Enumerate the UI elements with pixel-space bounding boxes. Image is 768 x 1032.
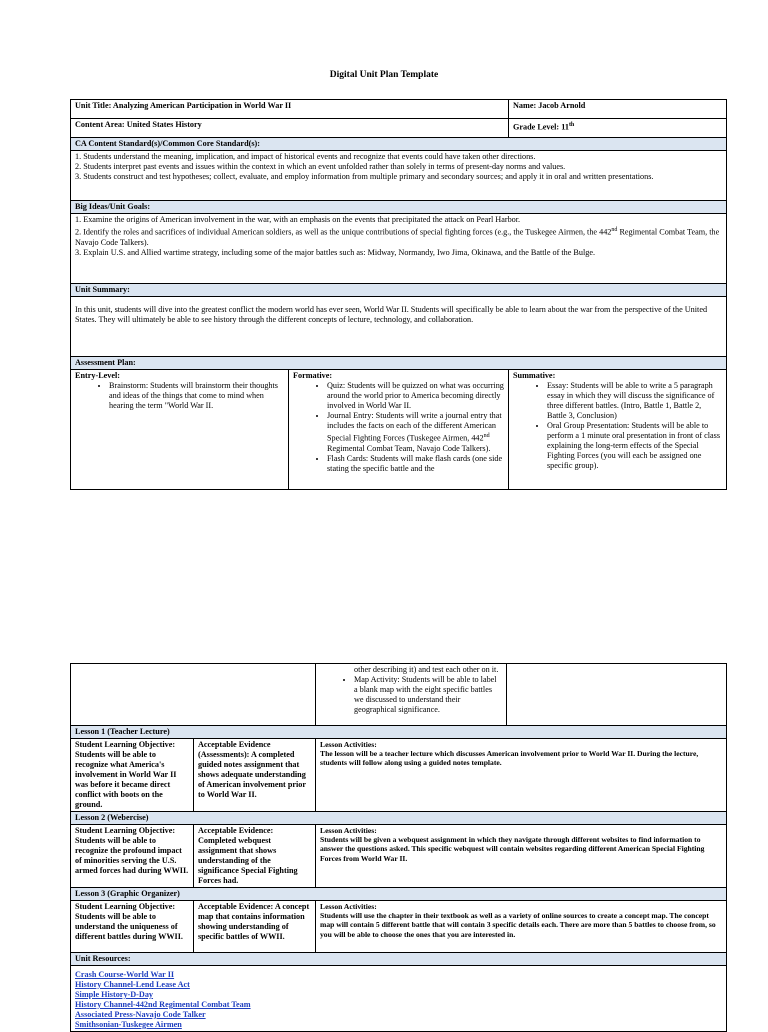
summative-essay: • Essay: Students will be able to write a 5 paragraph essay in which they will discuss the significance of three different battles. (Intro, Battle 1, Battle 2, Battle 3, Conclusion) xyxy=(547,381,722,421)
summative-oral: • Oral Group Presentation: Students will be able to perform a 1 minute oral presentation in front of class explaining the long-term effects of the Special Fighting Forces (you will each be assigned one specific group). xyxy=(547,421,722,471)
summative-cell xyxy=(509,370,727,490)
resource-link-code-talker[interactable]: Associated Press-Navajo Code Talker xyxy=(75,1010,206,1019)
entry-continued-cell xyxy=(71,664,316,726)
lesson-2-activities-text: Students will be given a webquest assignment in which they navigate through different websites to find information to answer the questions asked. This specific webquest will contain websites regarding different American Special Fighting Forces from World War II. xyxy=(320,835,705,863)
unit-plan-table-page1 xyxy=(70,99,727,490)
standard-3: 3. Students construct and test hypotheses; collect, evaluate, and employ information from multiple primary and secondary sources; and apply it in oral and written presentations. xyxy=(75,172,654,181)
entry-item-1: • Brainstorm: Students will brainstorm their thoughts and ideas of the things that come to mind when hearing the term "World War II. xyxy=(109,381,284,411)
lesson-3-activities xyxy=(316,901,727,953)
formative-continued-cell xyxy=(316,664,507,726)
lesson-1-header: Lesson 1 (Teacher Lecture) xyxy=(71,726,727,739)
entry-level-cell xyxy=(71,370,289,490)
grade-level-cell: Grade Level: 11th xyxy=(509,119,727,138)
summative-label: Summative: xyxy=(513,371,556,380)
lesson-1-activities xyxy=(316,739,727,812)
lesson-3-activities-label: Lesson Activities: xyxy=(320,902,377,911)
formative-flash-cont: other describing it) and test each other on it. xyxy=(354,665,499,674)
goal-2: 2. Identify the roles and sacrifices of individual American soldiers, as well as the unique contributions of special fighting forces (e.g., the Tuskegee Airmen, the 442nd Regimental Combat Team, the Navajo Code Talkers). xyxy=(75,227,720,247)
formative-map-activity: • Map Activity: Students will be able to label a blank map with the eight specific battles we discussed to understand their geographical significance. xyxy=(354,675,502,715)
unit-title-cell: Unit Title: Analyzing American Participation in World War II xyxy=(71,100,509,119)
goal-3: 3. Explain U.S. and Allied wartime strategy, including some of the major battles such as: Midway, Normandy, Iwo Jima, Okinawa, and the Battle of the Bulge. xyxy=(75,247,596,257)
lesson-2-evidence: Acceptable Evidence: Completed webquest assignment that shows understanding of the significance Special Fighting Forces had. xyxy=(194,825,316,888)
formative-quiz: • Quiz: Students will be quizzed on what was occurring around the world prior to America becoming directly involved in World War II. xyxy=(327,381,504,411)
resource-link-d-day[interactable]: Simple History-D-Day xyxy=(75,990,154,999)
resource-link-tuskegee[interactable]: Smithsonian-Tuskegee Airmen xyxy=(75,1020,182,1029)
standards-list xyxy=(71,151,727,201)
formative-journal: • Journal Entry: Students will write a journal entry that includes the facts on each of the different American Special Fighting Forces (Tuskegee Airmen, 442nd Regimental Combat Team, Navajo Code Talkers). xyxy=(327,411,504,454)
lesson-2-header: Lesson 2 (Webercise) xyxy=(71,812,727,825)
standard-1: 1. Students understand the meaning, implication, and impact of historical events and recognize that events could have taken other directions. xyxy=(75,152,536,161)
formative-cell xyxy=(289,370,509,490)
resource-link-lend-lease[interactable]: History Channel-Lend Lease Act xyxy=(75,980,190,989)
resources-list xyxy=(71,966,727,1032)
lesson-1-activities-label: Lesson Activities: xyxy=(320,740,377,749)
lesson-3-evidence: Acceptable Evidence: A concept map that contains information showing understanding of specific battles of WWII. xyxy=(194,901,316,953)
lesson-3-objective: Student Learning Objective: Students will be able to understand the uniqueness of different battles during WWII. xyxy=(71,901,194,953)
summary-header: Unit Summary: xyxy=(71,284,727,297)
formative-flash-cards: • Flash Cards: Students will make flash cards (one side stating the specific battle and the xyxy=(327,454,504,474)
lesson-3-header: Lesson 3 (Graphic Organizer) xyxy=(71,888,727,901)
summative-continued-cell xyxy=(507,664,727,726)
goals-header: Big Ideas/Unit Goals: xyxy=(71,201,727,214)
assessment-header: Assessment Plan: xyxy=(71,357,727,370)
standard-2: 2. Students interpret past events and issues within the context in which an event unfolded rather than solely in terms of present-day norms and values. xyxy=(75,162,566,171)
entry-level-label: Entry-Level: xyxy=(75,371,121,380)
lesson-1-objective: Student Learning Objective: Students will be able to recognize what America's involvement in World War II was before it became direct conflict with boots on the ground. xyxy=(71,739,194,812)
lesson-2-objective: Student Learning Objective: Students will be able to recognize the profound impact of minorities serving the U.S. armed forces had during WWII. xyxy=(71,825,194,888)
content-area-cell: Content Area: United States History xyxy=(71,119,509,138)
name-cell: Name: Jacob Arnold xyxy=(509,100,727,119)
page-title: Digital Unit Plan Template xyxy=(329,70,439,80)
lesson-2-activities-label: Lesson Activities: xyxy=(320,826,377,835)
formative-label: Formative: xyxy=(293,371,333,380)
resource-link-crash-course[interactable]: Crash Course-World War II xyxy=(75,970,175,979)
goals-list xyxy=(71,214,727,284)
lesson-1-activities-text: The lesson will be a teacher lecture which discusses American involvement prior to World War II. During the lecture, students will follow along using a guided notes template. xyxy=(320,749,699,768)
lesson-2-activities xyxy=(316,825,727,888)
standards-header: CA Content Standard(s)/Common Core Standard(s): xyxy=(71,138,727,151)
lesson-1-evidence: Acceptable Evidence (Assessments): A completed guided notes assignment that shows adequate understanding of American involvement prior to World War II. xyxy=(194,739,316,812)
resources-header: Unit Resources: xyxy=(71,953,727,966)
unit-plan-table-page2 xyxy=(70,663,727,1032)
goal-1: 1. Examine the origins of American involvement in the war, with an emphasis on the events that precipitated the attack on Pearl Harbor. xyxy=(75,215,521,224)
summary-text: In this unit, students will dive into the greatest conflict the modern world has ever seen, World War II. Students will specifically be able to learn about the war from the perspective of the United States. They will ultimately be able to see history through the different concepts of lecture, technology, and collaboration. xyxy=(71,297,727,357)
lesson-3-activities-text: Students will use the chapter in their textbook as well as a variety of online sources to create a concept map. The concept map will contain 5 different battle that will contain 3 specific details each. There are more than 5 battles to choose from, so you will be able to choose the ones that you are interested in. xyxy=(320,911,716,939)
resource-link-442nd[interactable]: History Channel-442nd Regimental Combat Team xyxy=(75,1000,251,1009)
